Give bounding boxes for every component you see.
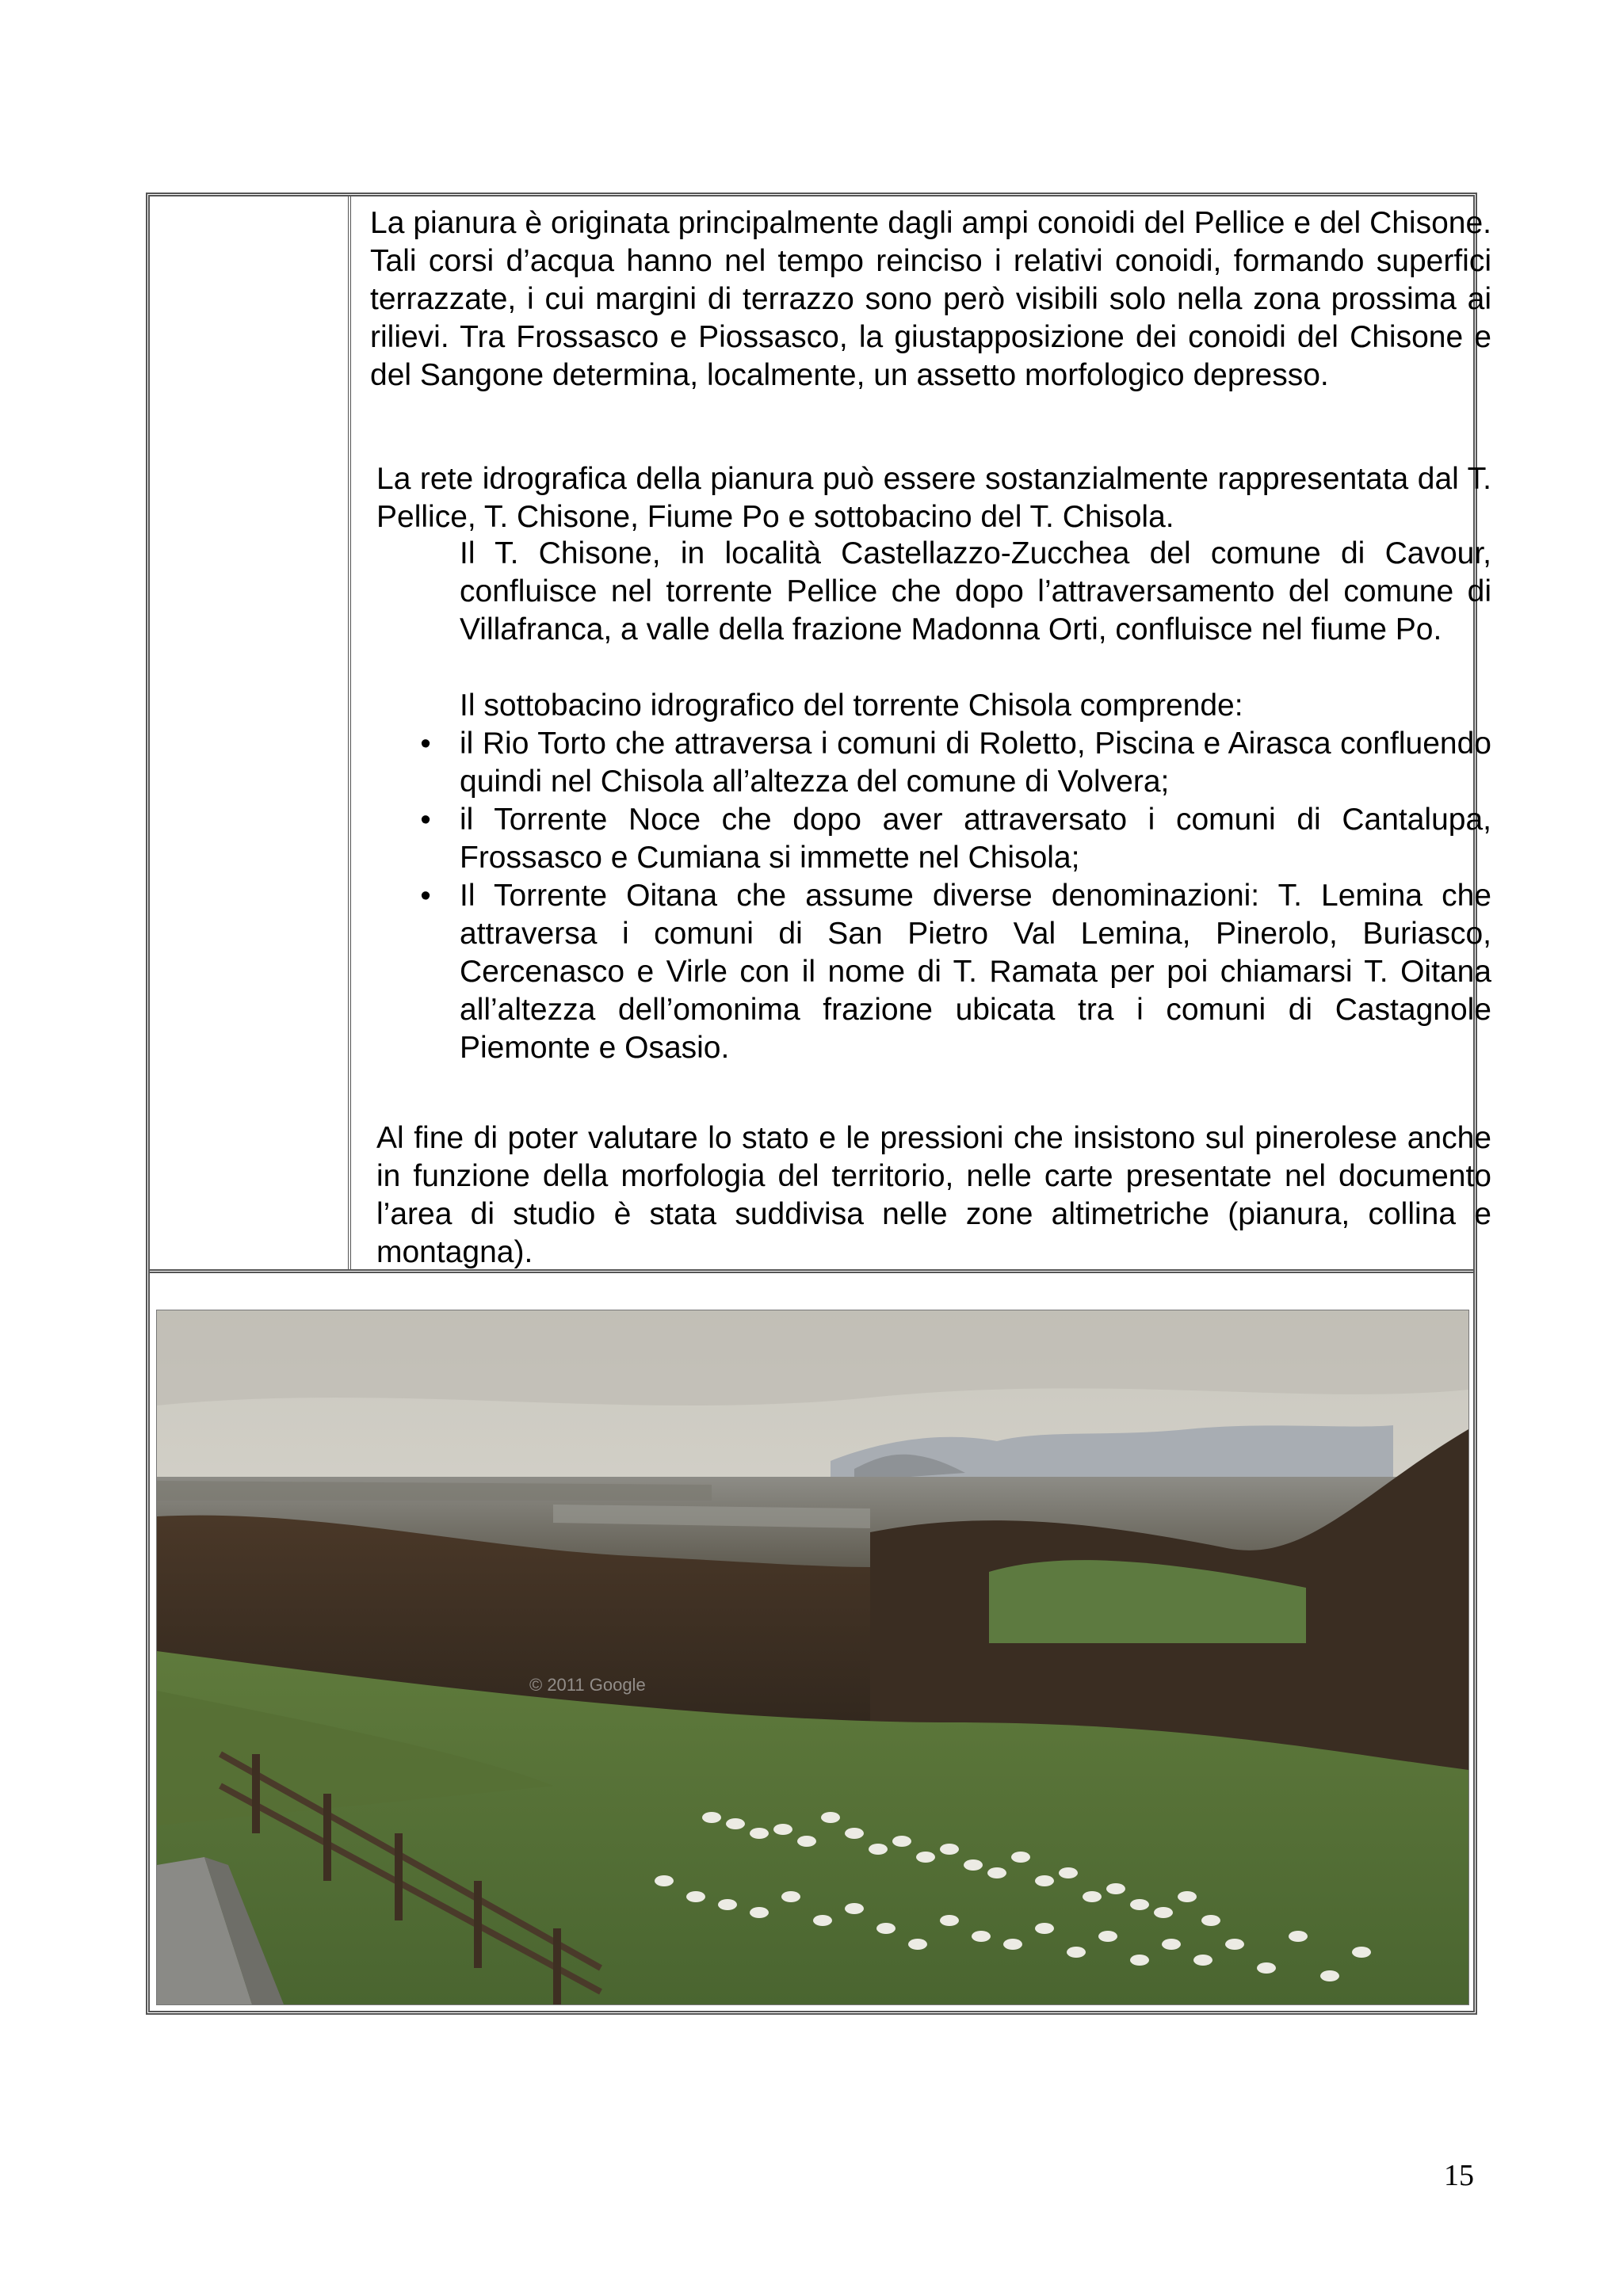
text-cell: [354, 196, 1491, 1269]
list-item-text: il Rio Torto che attraversa i comuni di Roletto, Piscina e Airasca confluendo quindi nel Chisola all’altezza del comune di Volvera;: [460, 727, 1491, 799]
list-item-text: il Torrente Noce che dopo aver attraversato i comuni di Cantalupa, Frossasco e Cumiana si immette nel Chisola;: [460, 803, 1491, 875]
bullet-icon: •: [420, 803, 431, 837]
list-item: [420, 725, 1491, 801]
bullet-icon: •: [420, 727, 431, 761]
row-divider: [150, 1269, 1473, 1273]
landscape-photo: [156, 1310, 1469, 2005]
photo-watermark: © 2011 Google: [529, 1675, 646, 1695]
paragraph-chisone: Il T. Chisone, in località Castellazzo-Zucchea del comune di Cavour, confluisce nel torrente Pellice che dopo l’attraversamento del comune di Villafranca, a valle della frazione Madonna Orti, confluisce nel fiume Po.: [460, 536, 1491, 646]
paragraph-altimetric-zones: Al fine di poter valutare lo stato e le pressioni che insistono sul pinerolese anche in funzione della morfologia del territorio, nelle carte presentate nel documento l’area di studio è stata suddivisa nelle zone altimetriche (pianura, collina e montagna).: [376, 1121, 1491, 1269]
paragraph-plain-origin: La pianura è originata principalmente dagli ampi conoidi del Pellice e del Chisone. Tali corsi d’acqua hanno nel tempo reinciso i relativi conoidi, formando superfici terrazzate, i cui margini di terrazzo sono però visibili solo nella zona prossima ai rilievi. Tra Frossasco e Piossasco, la giustapposizione dei conoidi del Chisone e del Sangone determina, localmente, un assetto morfologico depresso.: [370, 206, 1491, 392]
list-item: [420, 801, 1491, 877]
document-table: [146, 193, 1491, 2015]
empty-left-cell: [150, 196, 351, 1269]
paragraph-chisola-subbasin: Il sottobacino idrografico del torrente Chisola comprende:: [460, 688, 1243, 723]
paragraph-hydrographic-network: La rete idrografica della pianura può essere sostanzialmente rappresentata dal T. Pellice, T. Chisone, Fiume Po e sottobacino del T. Chisola.: [376, 462, 1491, 534]
page-number: 15: [1444, 2159, 1474, 2192]
bullet-icon: •: [420, 879, 431, 913]
tributary-list: [420, 725, 1491, 1067]
list-item: [420, 877, 1491, 1067]
list-item-text: Il Torrente Oitana che assume diverse denominazioni: T. Lemina che attraversa i comuni di San Pietro Val Lemina, Pinerolo, Buriasco, Cercenasco e Virle con il nome di T. Ramata per poi chiamarsi T. Oitana all’altezza dell’omonima frazione ubicata tra i comuni di Castagnole Piemonte e Osasio.: [460, 879, 1491, 1065]
